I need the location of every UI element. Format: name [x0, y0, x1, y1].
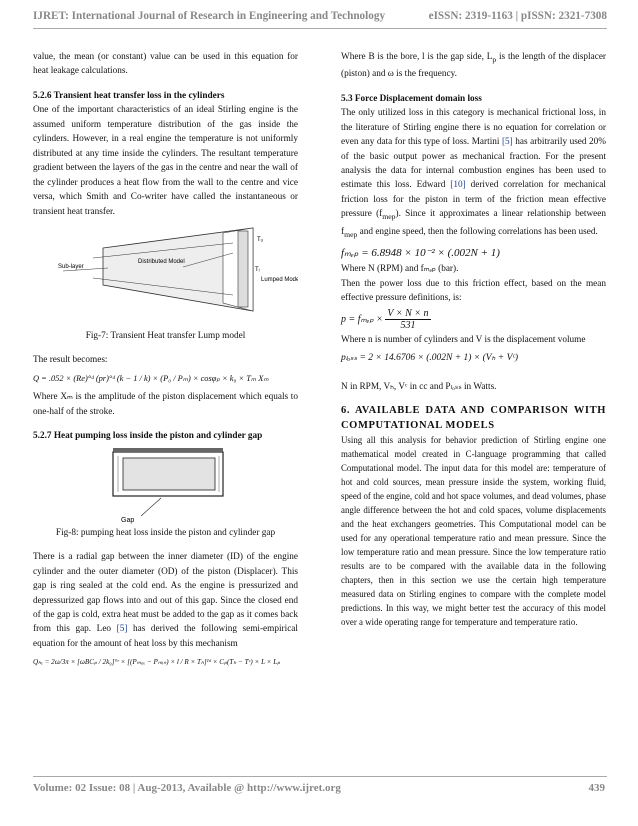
xm-paragraph: Where Xₘ is the amplitude of the piston displacement which equals to one-half of the stroke.	[33, 392, 298, 417]
footer-divider	[33, 776, 607, 777]
footer-volume: Volume: 02 Issue: 08 | Aug-2013, Available @ http://www.ijret.org	[33, 782, 341, 794]
label-lumped: Lumped Model	[261, 276, 298, 283]
equation-4	[341, 308, 606, 331]
body-part: has arbitrarily used 20% of the basic output power as mechanical fraction. For the present analysis the data for internal combustion engines has been used to estimate this loss. Edward	[341, 137, 606, 191]
section-6-body: Using all this analysis for behavior prediction of Stirling engine one mathematical model created in C-language programming that called Computational model. The input data for this model are: temperature of hot and cold sources, mean pressure inside the system, working fluid, speed of the engine, cold and hot space volumes, and dead volumes, phase angle difference between the hot and cold spaces, volume displacements and the heat exchangers geometries. This Computational model can be used for any operational temperature ratio and mean pressure. Since the low temperature ratio and mean pressure. Since the low temperature ratio results are to be compared with the available data in the following chapters, then in this section we use the certain high temperature measured data on Stirling engines to compare with the complete model predictions. In this way, we might better test the accuracy of this model over a wide operating range for temperature and temperature ratio.	[341, 435, 606, 628]
figure-7-diagram	[33, 223, 298, 323]
label-t2: Tᵢ	[255, 266, 260, 273]
section-5-3-title: 5.3 Force Displacement domain loss	[341, 93, 482, 104]
eq4-den: 531	[400, 319, 416, 331]
figure-8	[33, 448, 298, 526]
then-power: Then the power loss due to this friction effect, based on the mean effective pressure definitions, is:	[341, 278, 606, 304]
body-part: ). Since it approximates a linear relationship between f	[341, 209, 606, 237]
body-part: and engine speed, then the following correlations has been used.	[357, 226, 598, 237]
equation-2: Qₕₑ = 2ω/3π × [ωBCₚ / 2k₉]°ʳ × [(Pₘₐₓ − Pₘᵢₙ) × l / R × Tₕ]¹ᵈ × Cₚ(Tₕ − Tᶜ) × L × Lₚ	[33, 658, 281, 667]
right-intro	[341, 50, 606, 82]
section-5-3-body	[341, 106, 606, 242]
intro-paragraph: value, the mean (or constant) value can be used in this equation for heat leakage calculations.	[33, 52, 298, 77]
eq4-fraction	[385, 308, 430, 331]
journal-title: IJRET: International Journal of Research in Engineering and Technology	[33, 10, 386, 22]
figure-7-caption: Fig-7: Transient Heat transfer Lump model	[85, 330, 246, 341]
section-5-2-7-title: 5.2.7 Heat pumping loss inside the piston and cylinder gap	[33, 431, 263, 442]
right-column	[341, 50, 606, 629]
label-sublayer: Sub-layer	[58, 263, 84, 270]
units-text: N in RPM, Vₕ, Vᶜ in cc and Pₗₒₛₛ in Watts.	[341, 381, 497, 392]
section-5-2-6-title: 5.2.6 Transient heat transfer loss in the cylinders	[33, 90, 225, 101]
equation-1: Q = .052 × (Re)°ᵈ (pr)°ᵈ (k − 1 / k) × (P₀ / Pₘ) × cosφₚ × k₉ × Tₘ Xₘ	[33, 373, 269, 383]
page-footer	[33, 782, 607, 794]
figure-8-caption: Fig-8: pumping heat loss inside the piston and cylinder gap	[55, 527, 276, 538]
page-header	[33, 10, 607, 22]
label-gap: Gap	[121, 516, 135, 524]
body-part: derived correlation for mechanical friction loss for the piston in term of the friction mean effective pressure (f	[341, 180, 606, 220]
body-part: is the length of the displacer (piston) and ω is the frequency.	[341, 52, 606, 80]
section-5-2-7-body	[33, 550, 298, 651]
label-distributed: Distributed Model	[138, 258, 185, 265]
body-part: There is a radial gap between the inner diameter (ID) of the engine cylinder and the outer diameter (OD) of the piston (Displacer). This gap is ring sealed at the cold end. As the engine is pressurized and depressurized gap flows into and out of this gap. Since the closed end of the gap is cold, extra heat must be added to the gap as it comes back from this gap. Leo	[33, 552, 298, 635]
subscript: mep	[344, 229, 358, 239]
reference-link[interactable]: [5]	[501, 137, 513, 148]
result-text: The result becomes:	[33, 355, 108, 366]
equation-5: pₗₒₛₛ = 2 × 14.6706 × (.002N + 1) × (Vₕ + Vᶜ)	[341, 353, 519, 364]
where-n: Where N (RPM) and fₘₑₚ (bar).	[341, 264, 459, 275]
label-t1: Tᵤ	[257, 236, 263, 243]
subscript: mep	[382, 212, 396, 222]
left-column	[33, 50, 298, 670]
equation-3: fₘₑₚ = 6.8948 × 10⁻² × (.002N + 1)	[341, 246, 500, 259]
subscript: p	[492, 54, 497, 64]
body-part: has derived the following semi-empirical equation for the amount of heat loss by this mechanism	[33, 624, 298, 649]
section-6-title: 6. AVAILABLE DATA AND COMPARISON WITH COMPUTATIONAL MODELS	[341, 405, 606, 431]
figure-7	[33, 223, 298, 323]
where-cylinders: Where n is number of cylinders and V is the displacement volume	[341, 334, 586, 345]
section-5-2-6-body: One of the important characteristics of an ideal Stirling engine is the assumed uniform temperature distribution of the gas inside the cylinders. However, in a real engine the temperature is not uniformly distributed at any time inside the cylinders. The resultant temperature gradient between the layers of the gas in the centre and near the wall of the cylinder produces a heat flow from the wall to the centre and vice versa, which Smith and Co-writer have called the instantaneous or transient heat transfer.	[33, 105, 298, 217]
eq4-lhs: p = fₘₑₚ ×	[341, 313, 383, 325]
eq4-num: V × N × n	[387, 307, 429, 319]
issn-text: eISSN: 2319-1163 | pISSN: 2321-7308	[428, 10, 607, 22]
page-number: 439	[588, 782, 605, 794]
body-part: Where B is the bore, l is the gap side, L	[341, 52, 493, 62]
body-part: The only utilized loss in this category is mechanical frictional loss, in the literature of Stirling engine there is no equation for correlation or even any data for this type of loss. Martini	[341, 108, 606, 148]
figure-8-diagram	[33, 448, 298, 526]
reference-link[interactable]: [10]	[450, 180, 466, 191]
header-divider	[33, 28, 607, 29]
reference-link[interactable]: [5]	[116, 624, 128, 635]
